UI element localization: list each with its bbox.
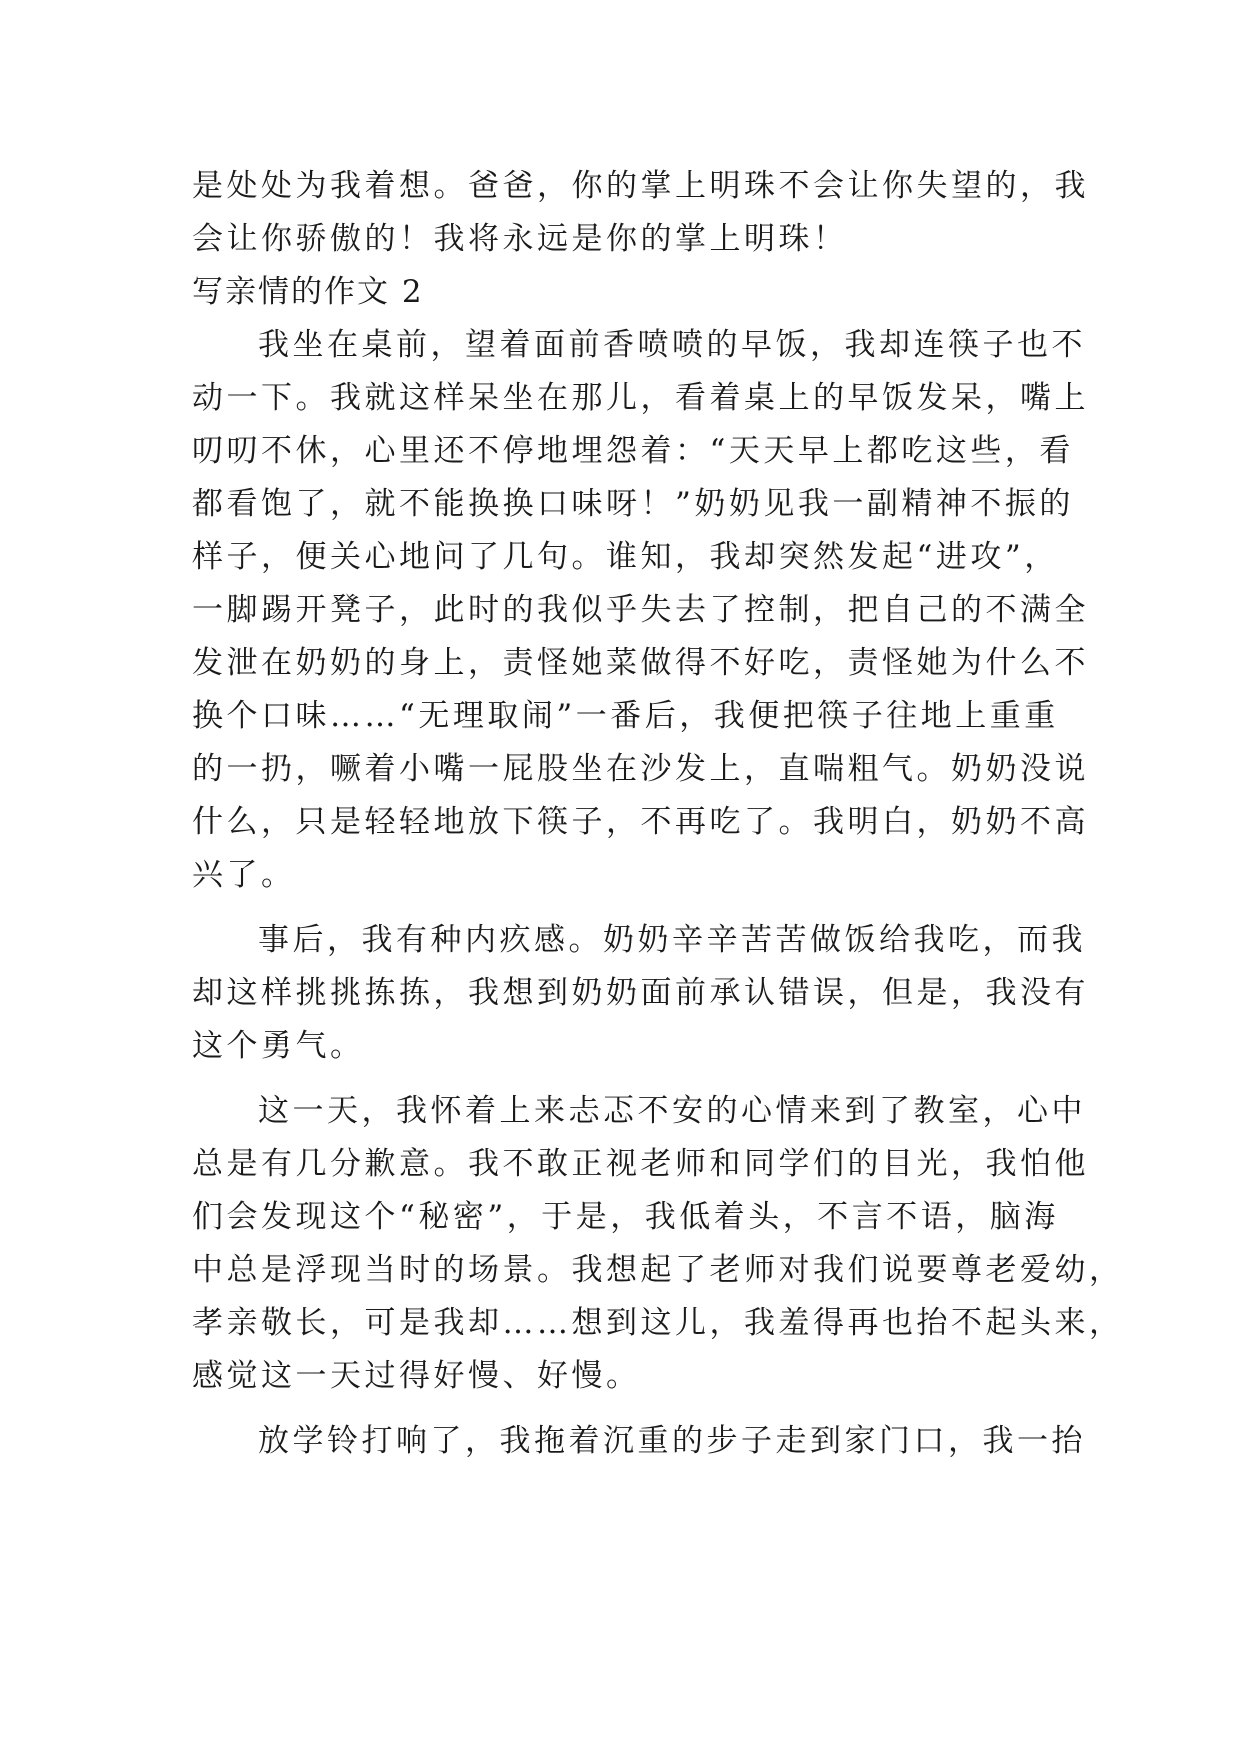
body-line: 们会发现这个“秘密”，于是，我低着头，不言不语，脑海 — [192, 1199, 1059, 1235]
body-line: 都看饱了，就不能换换口味呀！”奶奶见我一副精神不振的 — [192, 486, 1074, 522]
body-line: 什么，只是轻轻地放下筷子，不再吃了。我明白，奶奶不高 — [192, 804, 1089, 840]
section-heading: 写亲情的作文 2 — [192, 274, 424, 310]
body-line: 动一下。我就这样呆坐在那儿，看着桌上的早饭发呆，嘴上 — [192, 380, 1089, 416]
body-line: 发泄在奶奶的身上，责怪她菜做得不好吃，责怪她为什么不 — [192, 645, 1089, 681]
document-body — [192, 160, 1124, 1468]
body-line: 会让你骄傲的！我将永远是你的掌上明珠！ — [192, 221, 848, 257]
body-line: 的一扔，噘着小嘴一屁股坐在沙发上，直喘粗气。奶奶没说 — [192, 751, 1089, 787]
body-line: 这个勇气。 — [192, 1028, 365, 1064]
body-line: 中总是浮现当时的场景。我想起了老师对我们说要尊老爱幼， — [192, 1252, 1124, 1288]
body-line: 感觉这一天过得好慢、好慢。 — [192, 1358, 641, 1394]
body-line: 孝亲敬长，可是我却……想到这儿，我羞得再也抬不起头来， — [192, 1305, 1124, 1341]
body-line: 一脚踢开凳子，此时的我似乎失去了控制，把自己的不满全 — [192, 592, 1089, 628]
body-line: 样子，便关心地问了几句。谁知，我却突然发起“进攻”， — [192, 539, 1059, 575]
body-line: 兴了。 — [192, 857, 296, 893]
body-line: 放学铃打响了，我拖着沉重的步子走到家门口，我一抬 — [258, 1423, 1086, 1459]
body-line: 换个口味……“无理取闹”一番后，我便把筷子往地上重重 — [192, 698, 1059, 734]
body-line: 叨叨不休，心里还不停地埋怨着：“天天早上都吃这些，看 — [192, 433, 1074, 469]
body-line: 事后，我有种内疚感。奶奶辛辛苦苦做饭给我吃，而我 — [258, 922, 1086, 958]
body-line: 这一天，我怀着上来忐忑不安的心情来到了教室，心中 — [258, 1093, 1086, 1129]
body-line: 我坐在桌前，望着面前香喷喷的早饭，我却连筷子也不 — [258, 327, 1086, 363]
body-line: 是处处为我着想。爸爸，你的掌上明珠不会让你失望的，我 — [192, 168, 1089, 204]
body-line: 却这样挑挑拣拣，我想到奶奶面前承认错误，但是，我没有 — [192, 975, 1089, 1011]
body-line: 总是有几分歉意。我不敢正视老师和同学们的目光，我怕他 — [192, 1146, 1089, 1182]
